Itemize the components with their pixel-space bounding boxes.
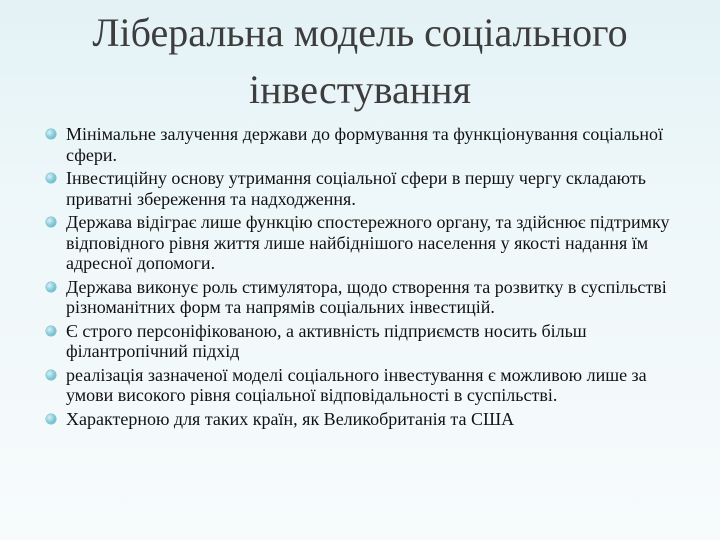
list-item-text: реалізація зазначеної моделі соціального інвестування є можливою лише за умови високого рівня соціальної відповідальності в суспільстві. <box>66 364 647 405</box>
list-item <box>46 212 686 274</box>
list-item <box>46 409 686 430</box>
list-item-text: Характерною для таких країн, як Великобританія та США <box>66 408 515 429</box>
list-item <box>46 124 686 165</box>
list-item <box>46 365 686 406</box>
list-item-text: Є строго персоніфікованою, а активність підприємств носить більш філантропічний підхід <box>66 320 587 361</box>
round-bullet-icon <box>46 129 56 139</box>
bullet-list <box>46 124 686 432</box>
round-bullet-icon <box>46 282 56 292</box>
round-bullet-icon <box>46 173 56 183</box>
list-item-text: Інвестиційну основу утримання соціальної сфери в першу чергу складають приватні збереження та надходження. <box>66 168 646 209</box>
list-item <box>46 321 686 362</box>
round-bullet-icon <box>46 370 56 380</box>
list-item-text: Держава відіграє лише функцію спостережного органу, та здійснює підтримку відповідного рівня життя лише найбіднішого населення у якості надання їм адресної допомоги. <box>66 212 670 273</box>
list-item-text: Мінімальне залучення держави до формування та функціонування соціальної сфери. <box>66 124 663 165</box>
list-item-text: Держава виконує роль стимулятора, щодо створення та розвитку в суспільстві різноманітних форм та напрямів соціальних інвестицій. <box>66 276 667 317</box>
round-bullet-icon <box>46 217 56 227</box>
list-item <box>46 168 686 209</box>
round-bullet-icon <box>46 414 56 424</box>
slide-title: Ліберальна модель соціального інвестування <box>92 10 628 112</box>
round-bullet-icon <box>46 326 56 336</box>
list-item <box>46 277 686 318</box>
